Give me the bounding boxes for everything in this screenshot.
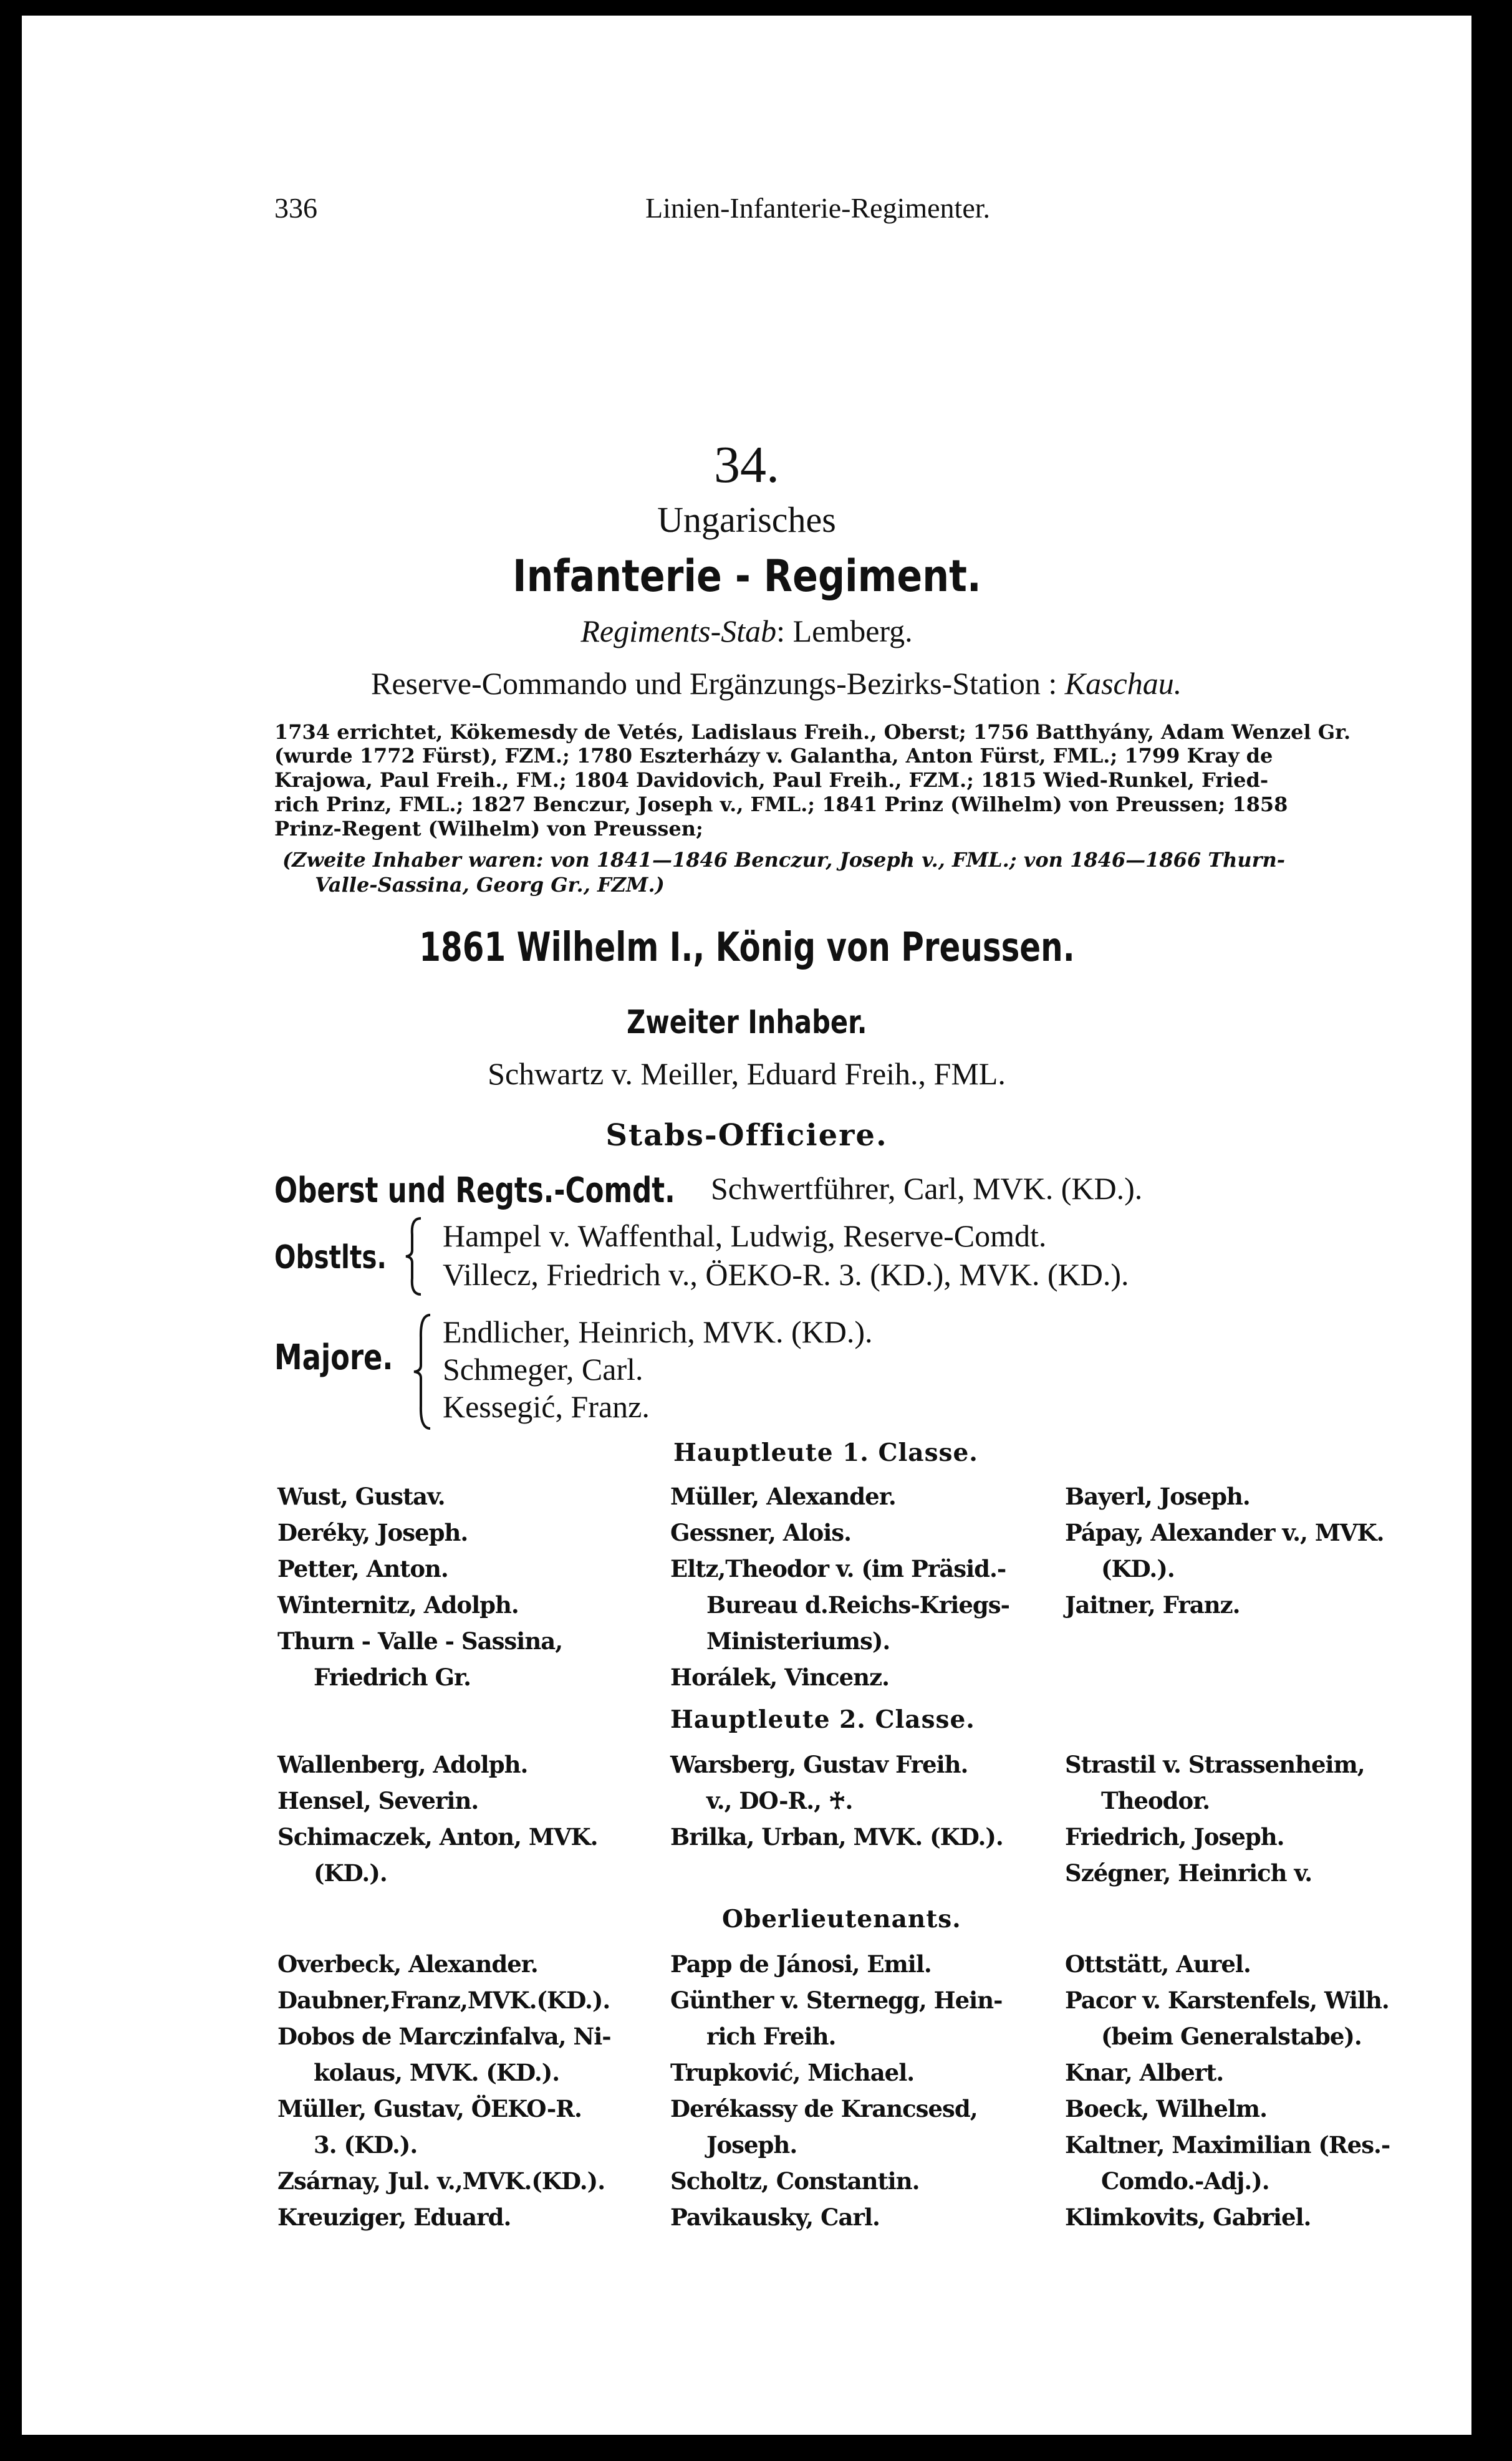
list-item: kolaus, MVK. (KD.). (314, 2059, 560, 2086)
colonel-name: Schwertführer, Carl, MVK. (KD.). (711, 1171, 1143, 1206)
ltcol-brace (403, 1216, 428, 1297)
second-owner-name: Schwartz v. Meiller, Eduard Freih., FML. (488, 1056, 1006, 1091)
list-item: (KD.). (1101, 1555, 1175, 1582)
reserve-location: Kaschau. (1064, 666, 1182, 701)
list-item: Gessner, Alois. (670, 1519, 852, 1546)
staff-officers-heading: Stabs-Officiere. (605, 1118, 888, 1153)
list-item: Thurn - Valle - Sassina, (277, 1627, 563, 1655)
list-item: Eltz,Theodor v. (im Präsid.- (670, 1555, 1006, 1582)
majors-label: Majore. (274, 1337, 393, 1378)
list-item: Bureau d.Reichs-Kriegs- (706, 1591, 1009, 1619)
list-item: Warsberg, Gustav Freih. (670, 1751, 968, 1778)
list-item: Scholtz, Constantin. (670, 2167, 920, 2195)
list-item: Friedrich Gr. (314, 1664, 471, 1691)
page-number: 336 (274, 192, 317, 224)
list-item: Günther v. Sternegg, Hein- (670, 1987, 1003, 2014)
major-name: Endlicher, Heinrich, MVK. (KD.). (443, 1314, 873, 1349)
majors-brace (412, 1312, 436, 1431)
list-item: rich Freih. (706, 2023, 836, 2050)
list-item: Wust, Gustav. (277, 1483, 445, 1510)
list-item: Petter, Anton. (277, 1555, 448, 1582)
list-item: Klimkovits, Gabriel. (1065, 2203, 1311, 2231)
list-item: Joseph. (706, 2131, 797, 2159)
ltcol-name: Villecz, Friedrich v., ÖEKO-R. 3. (KD.), MVK. (KD.). (443, 1257, 1129, 1292)
document-page (22, 16, 1471, 2435)
history-line: Krajowa, Paul Freih., FM.; 1804 Davidovich, Paul Freih., FZM.; 1815 Wied-Runkel, Fried- (274, 768, 1269, 792)
reserve-station-line (371, 665, 1182, 701)
list-item: Theodor. (1101, 1787, 1210, 1814)
colonel-label: Oberst und Regts.-Comdt. (274, 1170, 675, 1211)
history-line: Prinz-Regent (Wilhelm) von Preussen; (274, 817, 703, 840)
list-item: Comdo.-Adj.). (1101, 2167, 1269, 2195)
second-owner-heading: Zweiter Inhaber. (626, 1004, 867, 1041)
regiment-nationality: Ungarisches (657, 499, 836, 540)
list-item: Kreuziger, Eduard. (277, 2203, 511, 2231)
running-title: Linien-Infanterie-Regimenter. (645, 192, 991, 224)
history-line: (wurde 1772 Fürst), FZM.; 1780 Eszterházy v. Galantha, Anton Fürst, FML.; 1799 Kray de (274, 744, 1273, 768)
regiment-owner: 1861 Wilhelm I., König von Preussen. (418, 925, 1075, 971)
major-name: Schmeger, Carl. (443, 1352, 643, 1387)
list-item: Ottstätt, Aurel. (1065, 1950, 1251, 1978)
regiment-name: Infanterie - Regiment. (512, 551, 981, 602)
list-item: Friedrich, Joseph. (1065, 1823, 1284, 1851)
captains-2-heading: Hauptleute 2. Classe. (670, 1705, 975, 1734)
list-item: Winternitz, Adolph. (277, 1591, 519, 1619)
staff-location: : Lemberg. (776, 614, 913, 648)
list-item: Müller, Alexander. (670, 1483, 896, 1510)
former-owners-line: Valle-Sassina, Georg Gr., FZM.) (315, 873, 665, 897)
list-item: Dobos de Marczinfalva, Ni- (277, 2023, 611, 2050)
list-item: Bayerl, Joseph. (1065, 1483, 1250, 1510)
list-item: Pápay, Alexander v., MVK. (1065, 1519, 1384, 1546)
major-name: Kessegić, Franz. (443, 1389, 650, 1424)
list-item: Overbeck, Alexander. (277, 1950, 538, 1978)
list-item: (beim Generalstabe). (1101, 2023, 1362, 2050)
list-item: Jaitner, Franz. (1065, 1591, 1240, 1619)
history-line: 1734 errichtet, Kökemesdy de Vetés, Ladislaus Freih., Oberst; 1756 Batthyány, Adam Wenzel Gr. (274, 720, 1351, 744)
ltcol-name: Hampel v. Waffenthal, Ludwig, Reserve-Comdt. (443, 1218, 1047, 1253)
list-item: Derékassy de Krancsesd, (670, 2095, 978, 2122)
list-item: v., DO-R., ♰. (706, 1787, 853, 1814)
list-item: Pacor v. Karstenfels, Wilh. (1065, 1987, 1389, 2014)
list-item: Hensel, Severin. (277, 1787, 479, 1814)
list-item: Ministeriums). (706, 1627, 890, 1655)
list-item: Knar, Albert. (1065, 2059, 1224, 2086)
list-item: Trupković, Michael. (670, 2059, 915, 2086)
list-item: Zsárnay, Jul. v.,MVK.(KD.). (277, 2167, 605, 2195)
list-item: Brilka, Urban, MVK. (KD.). (670, 1823, 1003, 1851)
former-owners-line: (Zweite Inhaber waren: von 1841—1846 Benczur, Joseph v., FML.; von 1846—1866 Thurn- (282, 848, 1286, 872)
list-item: Strastil v. Strassenheim, (1065, 1751, 1365, 1778)
list-item: Szégner, Heinrich v. (1065, 1859, 1312, 1887)
first-lieutenants-heading: Oberlieutenants. (722, 1905, 961, 1934)
list-item: Horálek, Vincenz. (670, 1664, 889, 1691)
regiment-number: 34. (714, 436, 779, 494)
captains-1-heading: Hauptleute 1. Classe. (673, 1438, 978, 1467)
list-item: Schimaczek, Anton, MVK. (277, 1823, 598, 1851)
list-item: Pavikausky, Carl. (670, 2203, 880, 2231)
list-item: 3. (KD.). (314, 2131, 418, 2159)
list-item: (KD.). (314, 1859, 387, 1887)
regiment-staff-line (22, 613, 1471, 649)
ltcol-label: Obstlts. (274, 1239, 387, 1276)
list-item: Kaltner, Maximilian (Res.- (1065, 2131, 1390, 2159)
reserve-label: Reserve-Commando und Ergänzungs-Bezirks-Station : (371, 666, 1057, 701)
history-line: rich Prinz, FML.; 1827 Benczur, Joseph v., FML.; 1841 Prinz (Wilhelm) von Preussen; 1858 (274, 792, 1288, 816)
list-item: Müller, Gustav, ÖEKO-R. (277, 2095, 582, 2122)
list-item: Papp de Jánosi, Emil. (670, 1950, 932, 1978)
list-item: Daubner,Franz,MVK.(KD.). (277, 1987, 610, 2014)
list-item: Deréky, Joseph. (277, 1519, 468, 1546)
list-item: Wallenberg, Adolph. (277, 1751, 528, 1778)
list-item: Boeck, Wilhelm. (1065, 2095, 1267, 2122)
staff-label: Regiments-Stab (580, 614, 777, 648)
